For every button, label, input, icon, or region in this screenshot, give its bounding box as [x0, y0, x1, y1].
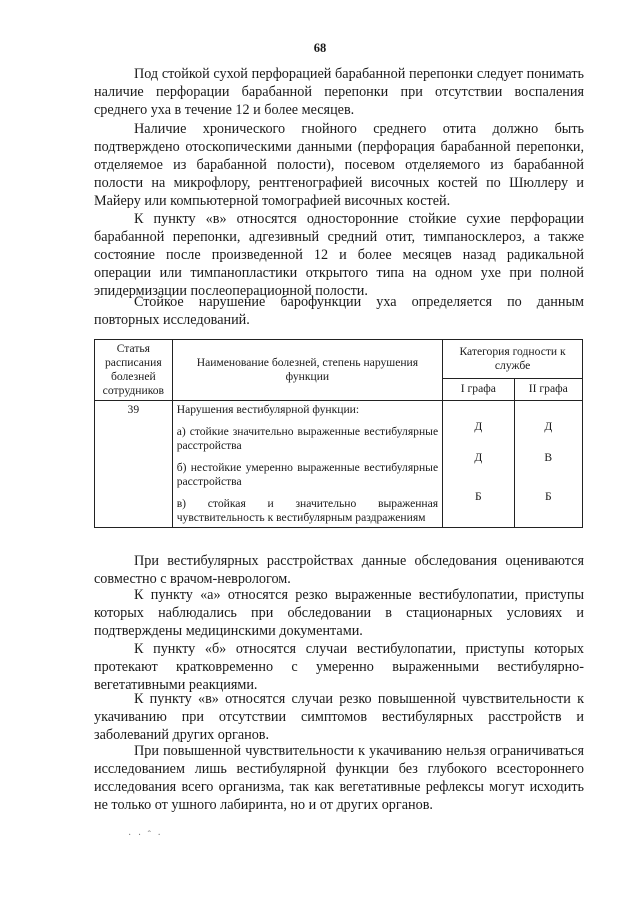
header-category: Категория годности к службе	[443, 340, 583, 379]
table-header-row	[95, 340, 583, 379]
article-number: 39	[95, 401, 173, 528]
scan-artifact: · · ˆ ·	[128, 830, 163, 841]
disease-item-b: б) нестойкие умеренно выраженные вестибулярные расстройства	[176, 461, 439, 488]
disease-title: Нарушения вестибулярной функции:	[176, 403, 360, 416]
grade-a-graph-2: Д	[544, 420, 553, 433]
disease-table	[94, 339, 583, 528]
paragraph-point-a: К пункту «а» относятся резко выраженные вестибулопатии, приступы которых наблюдались при обследовании в стационарных условиях и подтверждены медицинскими документами.	[94, 587, 584, 639]
graph-2-cell	[514, 401, 582, 528]
grade-a-graph-1: Д	[474, 420, 483, 433]
grade-b-graph-1: Д	[474, 451, 483, 464]
paragraph-point-v: К пункту «в» относятся случаи резко повышенной чувствительности к укачиванию при отсутствии симптомов вестибулярных расстройств и заболеваний других органов.	[94, 691, 584, 743]
grade-b-graph-2: В	[544, 451, 553, 464]
grade-v-graph-1: Б	[475, 490, 482, 503]
paragraph-point-v-ear: К пункту «в» относятся односторонние стойкие сухие перфорации барабанной перепонки, адгезивный средний отит, тимпаносклероз, а также состояние после произведенной 12 и более месяцев назад радикальной операции или тимпанопластики открытого типа на одном ухе при полной эпидермизации послеоперационной полости.	[94, 211, 584, 299]
disease-item-v: в) стойкая и значительно выраженная чувствительность к вестибулярным раздражениям	[176, 497, 439, 524]
header-article: Статья расписания болезней сотрудников	[95, 340, 173, 401]
paragraph-dry-perforation: Под стойкой сухой перфорацией барабанной перепонки следует понимать наличие перфорации барабанной перепонки при отсутствии воспаления среднего уха в течение 12 и более месяцев.	[94, 66, 584, 118]
paragraph-barofunction: Стойкое нарушение барофункции уха определяется по данным повторных исследований.	[94, 294, 584, 328]
disease-item-a: а) стойкие значительно выраженные вестибулярные расстройства	[176, 425, 439, 452]
table-row	[95, 401, 583, 528]
paragraph-vestibular-neurologist: При вестибулярных расстройствах данные обследования оцениваются совместно с врачом-неврологом.	[94, 553, 584, 587]
page-number: 68	[313, 41, 327, 55]
header-graph-2: II графа	[514, 378, 582, 400]
paragraph-chronic-otitis: Наличие хронического гнойного среднего отита должно быть подтверждено отоскопическими данными (перфорация барабанной перепонки, отделяемое из барабанной полости), посевом отделяемого из барабанной полости на микрофлору, рентгенографией височных костей по Шюллеру и Майеру или компьютерной томографией височных костей.	[94, 121, 584, 209]
paragraph-motion-sickness: При повышенной чувствительности к укачиванию нельзя ограничиваться исследованием лишь вестибулярной функции без глубокого всестороннего исследования всего организма, так как вегетативные рефлексы могут исходить не только от ушного лабиринта, но и от других органов.	[94, 743, 584, 813]
disease-cell	[172, 401, 442, 528]
header-graph-1: I графа	[443, 378, 514, 400]
paragraph-point-b: К пункту «б» относятся случаи вестибулопатии, приступы которых протекают кратковременно с умеренно выраженными вестибулярно-вегетативными реакциями.	[94, 641, 584, 693]
header-disease: Наименование болезней, степень нарушения функции	[172, 340, 442, 401]
graph-1-cell	[443, 401, 514, 528]
grade-v-graph-2: Б	[544, 490, 552, 503]
